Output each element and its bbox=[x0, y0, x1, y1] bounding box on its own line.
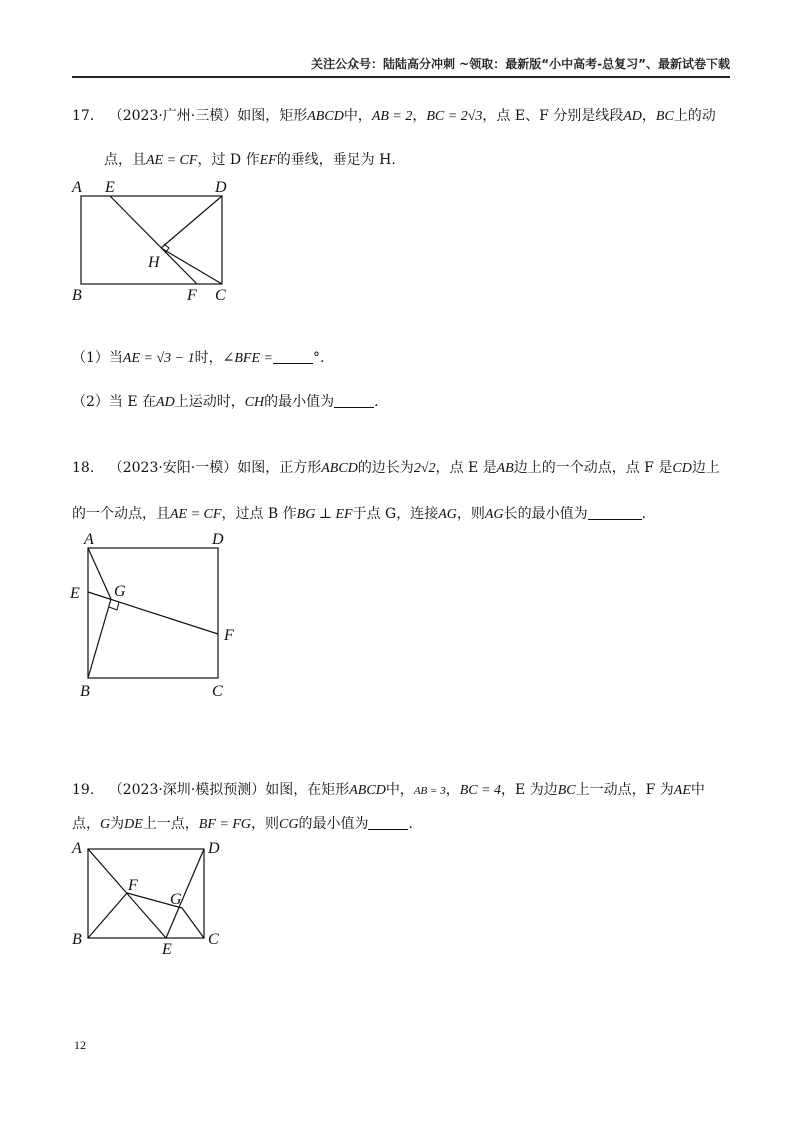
q17-source: （2023·广州·三模） bbox=[108, 108, 238, 124]
q17-text: （2）当 E 在 bbox=[72, 394, 157, 410]
q17-label-f: F bbox=[187, 287, 197, 304]
q18-line1 bbox=[72, 458, 720, 479]
q18-ab: AB bbox=[496, 461, 514, 476]
q19-bf-fg: BF = FG bbox=[198, 817, 252, 832]
q17-bc-eq: BC = 2√3 bbox=[426, 109, 483, 124]
q19-segment-gc bbox=[182, 908, 204, 938]
q19-line1 bbox=[72, 780, 705, 801]
q17-text: 中， bbox=[343, 108, 372, 124]
q17-label-d: D bbox=[215, 179, 227, 196]
q19-text: 上一动点，F 为 bbox=[575, 782, 674, 798]
q17-answer-blank-2[interactable] bbox=[334, 393, 374, 408]
q17-label-c: C bbox=[215, 287, 226, 304]
q19-label-b: B bbox=[72, 931, 82, 948]
q18-bg-perp: BG ⊥ EF bbox=[296, 507, 353, 522]
q17-text: 上运动时， bbox=[174, 394, 245, 410]
q19-label-c: C bbox=[208, 931, 219, 948]
q19-text: ，E 为边 bbox=[501, 782, 558, 798]
q17-text: ，过 D 作 bbox=[197, 152, 260, 168]
q19-text: 点， bbox=[72, 816, 100, 832]
q19-answer-blank[interactable] bbox=[368, 815, 408, 830]
q18-label-c: C bbox=[212, 683, 223, 700]
q18-ag-2: AG bbox=[484, 507, 504, 522]
q17-ab-eq: AB = 2 bbox=[371, 109, 413, 124]
q18-ag: AG bbox=[438, 507, 457, 522]
q18-side: 2√2 bbox=[413, 461, 436, 476]
q17-text: 的垂线，垂足为 H. bbox=[276, 152, 396, 168]
q17-text: 点，且 bbox=[104, 152, 146, 168]
q17-figure bbox=[66, 176, 246, 310]
q18-line2 bbox=[72, 504, 646, 525]
q19-bc-eq: BC = 4 bbox=[459, 783, 502, 798]
q18-source: （2023·安阳·一模） bbox=[108, 460, 238, 476]
q17-bc: BC bbox=[655, 109, 674, 124]
q19-text: 为 bbox=[110, 816, 125, 832]
q18-text: 于点 G，连接 bbox=[352, 506, 439, 522]
q19-label-g: G bbox=[170, 891, 182, 908]
q18-diagram bbox=[66, 526, 256, 706]
q17-text: 的最小值为 bbox=[264, 394, 335, 410]
q17-ef: EF bbox=[259, 153, 277, 168]
q19-text: 中 bbox=[690, 782, 705, 798]
q19-bc: BC bbox=[557, 783, 576, 798]
q17-sub1 bbox=[72, 348, 324, 369]
q17-line2 bbox=[104, 150, 396, 171]
q17-sub2-ch: CH bbox=[244, 395, 265, 410]
q18-ae-cf: AE = CF bbox=[170, 507, 222, 522]
q19-ab-eq: AB = 3 bbox=[413, 785, 446, 797]
q19-source: （2023·深圳·模拟预测） bbox=[108, 782, 266, 798]
q17-text: 上的动 bbox=[673, 108, 716, 124]
q17-sub1-expr: AE = √3 − 1 bbox=[122, 351, 195, 366]
q17-label-b: B bbox=[72, 287, 82, 304]
q17-text: . bbox=[374, 394, 379, 410]
q19-segment-bf bbox=[88, 893, 127, 938]
q19-line2 bbox=[72, 814, 413, 835]
q18-answer-blank[interactable] bbox=[588, 505, 642, 520]
q17-answer-blank-1[interactable] bbox=[273, 349, 313, 364]
q18-label-d: D bbox=[212, 531, 224, 548]
q19-ae: AE bbox=[673, 783, 691, 798]
q19-text: 的最小值为 bbox=[298, 816, 369, 832]
q18-cd: CD bbox=[672, 461, 692, 476]
q17-text: ， bbox=[641, 108, 656, 124]
q17-ae-cf: AE = CF bbox=[146, 153, 198, 168]
q18-text: ，则 bbox=[456, 506, 485, 522]
q19-label-e: E bbox=[162, 941, 172, 958]
q17-segment-dh bbox=[161, 196, 222, 248]
page-number: 12 bbox=[74, 1038, 86, 1052]
q18-label-f: F bbox=[224, 627, 234, 644]
q18-text: 如图，正方形 bbox=[237, 460, 322, 476]
q19-label-d: D bbox=[208, 840, 220, 857]
q19-number: 19. bbox=[72, 782, 95, 798]
q18-text: . bbox=[641, 506, 647, 522]
q17-line1 bbox=[72, 106, 716, 127]
page-header: 关注公众号：陆陆高分冲刺 ~领取：最新版“小中高考-总复习”、最新试卷下载 bbox=[72, 56, 730, 78]
q17-sub2 bbox=[72, 392, 379, 413]
q17-sub1-angle: ∠BFE = bbox=[222, 351, 273, 366]
q18-label-a: A bbox=[84, 531, 94, 548]
q19-text: ，则 bbox=[251, 816, 280, 832]
q19-text: 上一点， bbox=[142, 816, 199, 832]
q19-text: . bbox=[408, 816, 413, 832]
q17-text: 如图，矩形 bbox=[237, 108, 308, 124]
q18-text: 边上 bbox=[691, 460, 720, 476]
q17-diagram bbox=[66, 176, 246, 306]
q18-segment-bg bbox=[88, 599, 111, 678]
q19-rectangle bbox=[88, 849, 204, 938]
q18-label-g: G bbox=[114, 583, 126, 600]
q19-de: DE bbox=[124, 817, 143, 832]
q18-text: 的边长为 bbox=[357, 460, 414, 476]
q19-text: 中， bbox=[385, 782, 414, 798]
q17-text: ， bbox=[412, 108, 427, 124]
q17-label-h: H bbox=[148, 254, 160, 271]
q17-text: （1）当 bbox=[72, 350, 123, 366]
q18-text: 长的最小值为 bbox=[503, 506, 588, 522]
q19-cg: CG bbox=[279, 817, 299, 832]
q17-label-e: E bbox=[105, 179, 115, 196]
q19-text: ， bbox=[445, 782, 460, 798]
q18-abcd: ABCD bbox=[321, 461, 358, 476]
q18-number: 18. bbox=[72, 460, 95, 476]
q17-sub2-ad: AD bbox=[156, 395, 175, 410]
q19-diagram bbox=[66, 836, 236, 961]
q19-abcd: ABCD bbox=[349, 783, 386, 798]
q17-label-a: A bbox=[72, 179, 82, 196]
q18-text: 边上的一个动点，点 F 是 bbox=[513, 460, 673, 476]
q18-label-e: E bbox=[70, 585, 80, 602]
q17-abcd: ABCD bbox=[307, 109, 344, 124]
q19-label-f: F bbox=[128, 877, 138, 894]
q17-text: °. bbox=[312, 350, 325, 366]
q17-number: 17. bbox=[72, 108, 95, 124]
q18-label-b: B bbox=[80, 683, 90, 700]
q18-right-angle-mark bbox=[109, 602, 119, 610]
q19-figure bbox=[66, 836, 236, 965]
q17-text: 时， bbox=[194, 350, 223, 366]
q19-g: G bbox=[100, 817, 111, 832]
q17-text: ，点 E、F 分别是线段 bbox=[482, 108, 624, 124]
q17-ad: AD bbox=[623, 109, 642, 124]
q18-figure bbox=[66, 526, 256, 710]
q18-segment-ag bbox=[88, 548, 111, 599]
q19-text: 如图，在矩形 bbox=[265, 782, 350, 798]
q18-text: ，过点 B 作 bbox=[221, 506, 297, 522]
q18-text: 的一个动点，且 bbox=[72, 506, 170, 522]
q19-label-a: A bbox=[72, 840, 82, 857]
q18-text: ，点 E 是 bbox=[435, 460, 497, 476]
